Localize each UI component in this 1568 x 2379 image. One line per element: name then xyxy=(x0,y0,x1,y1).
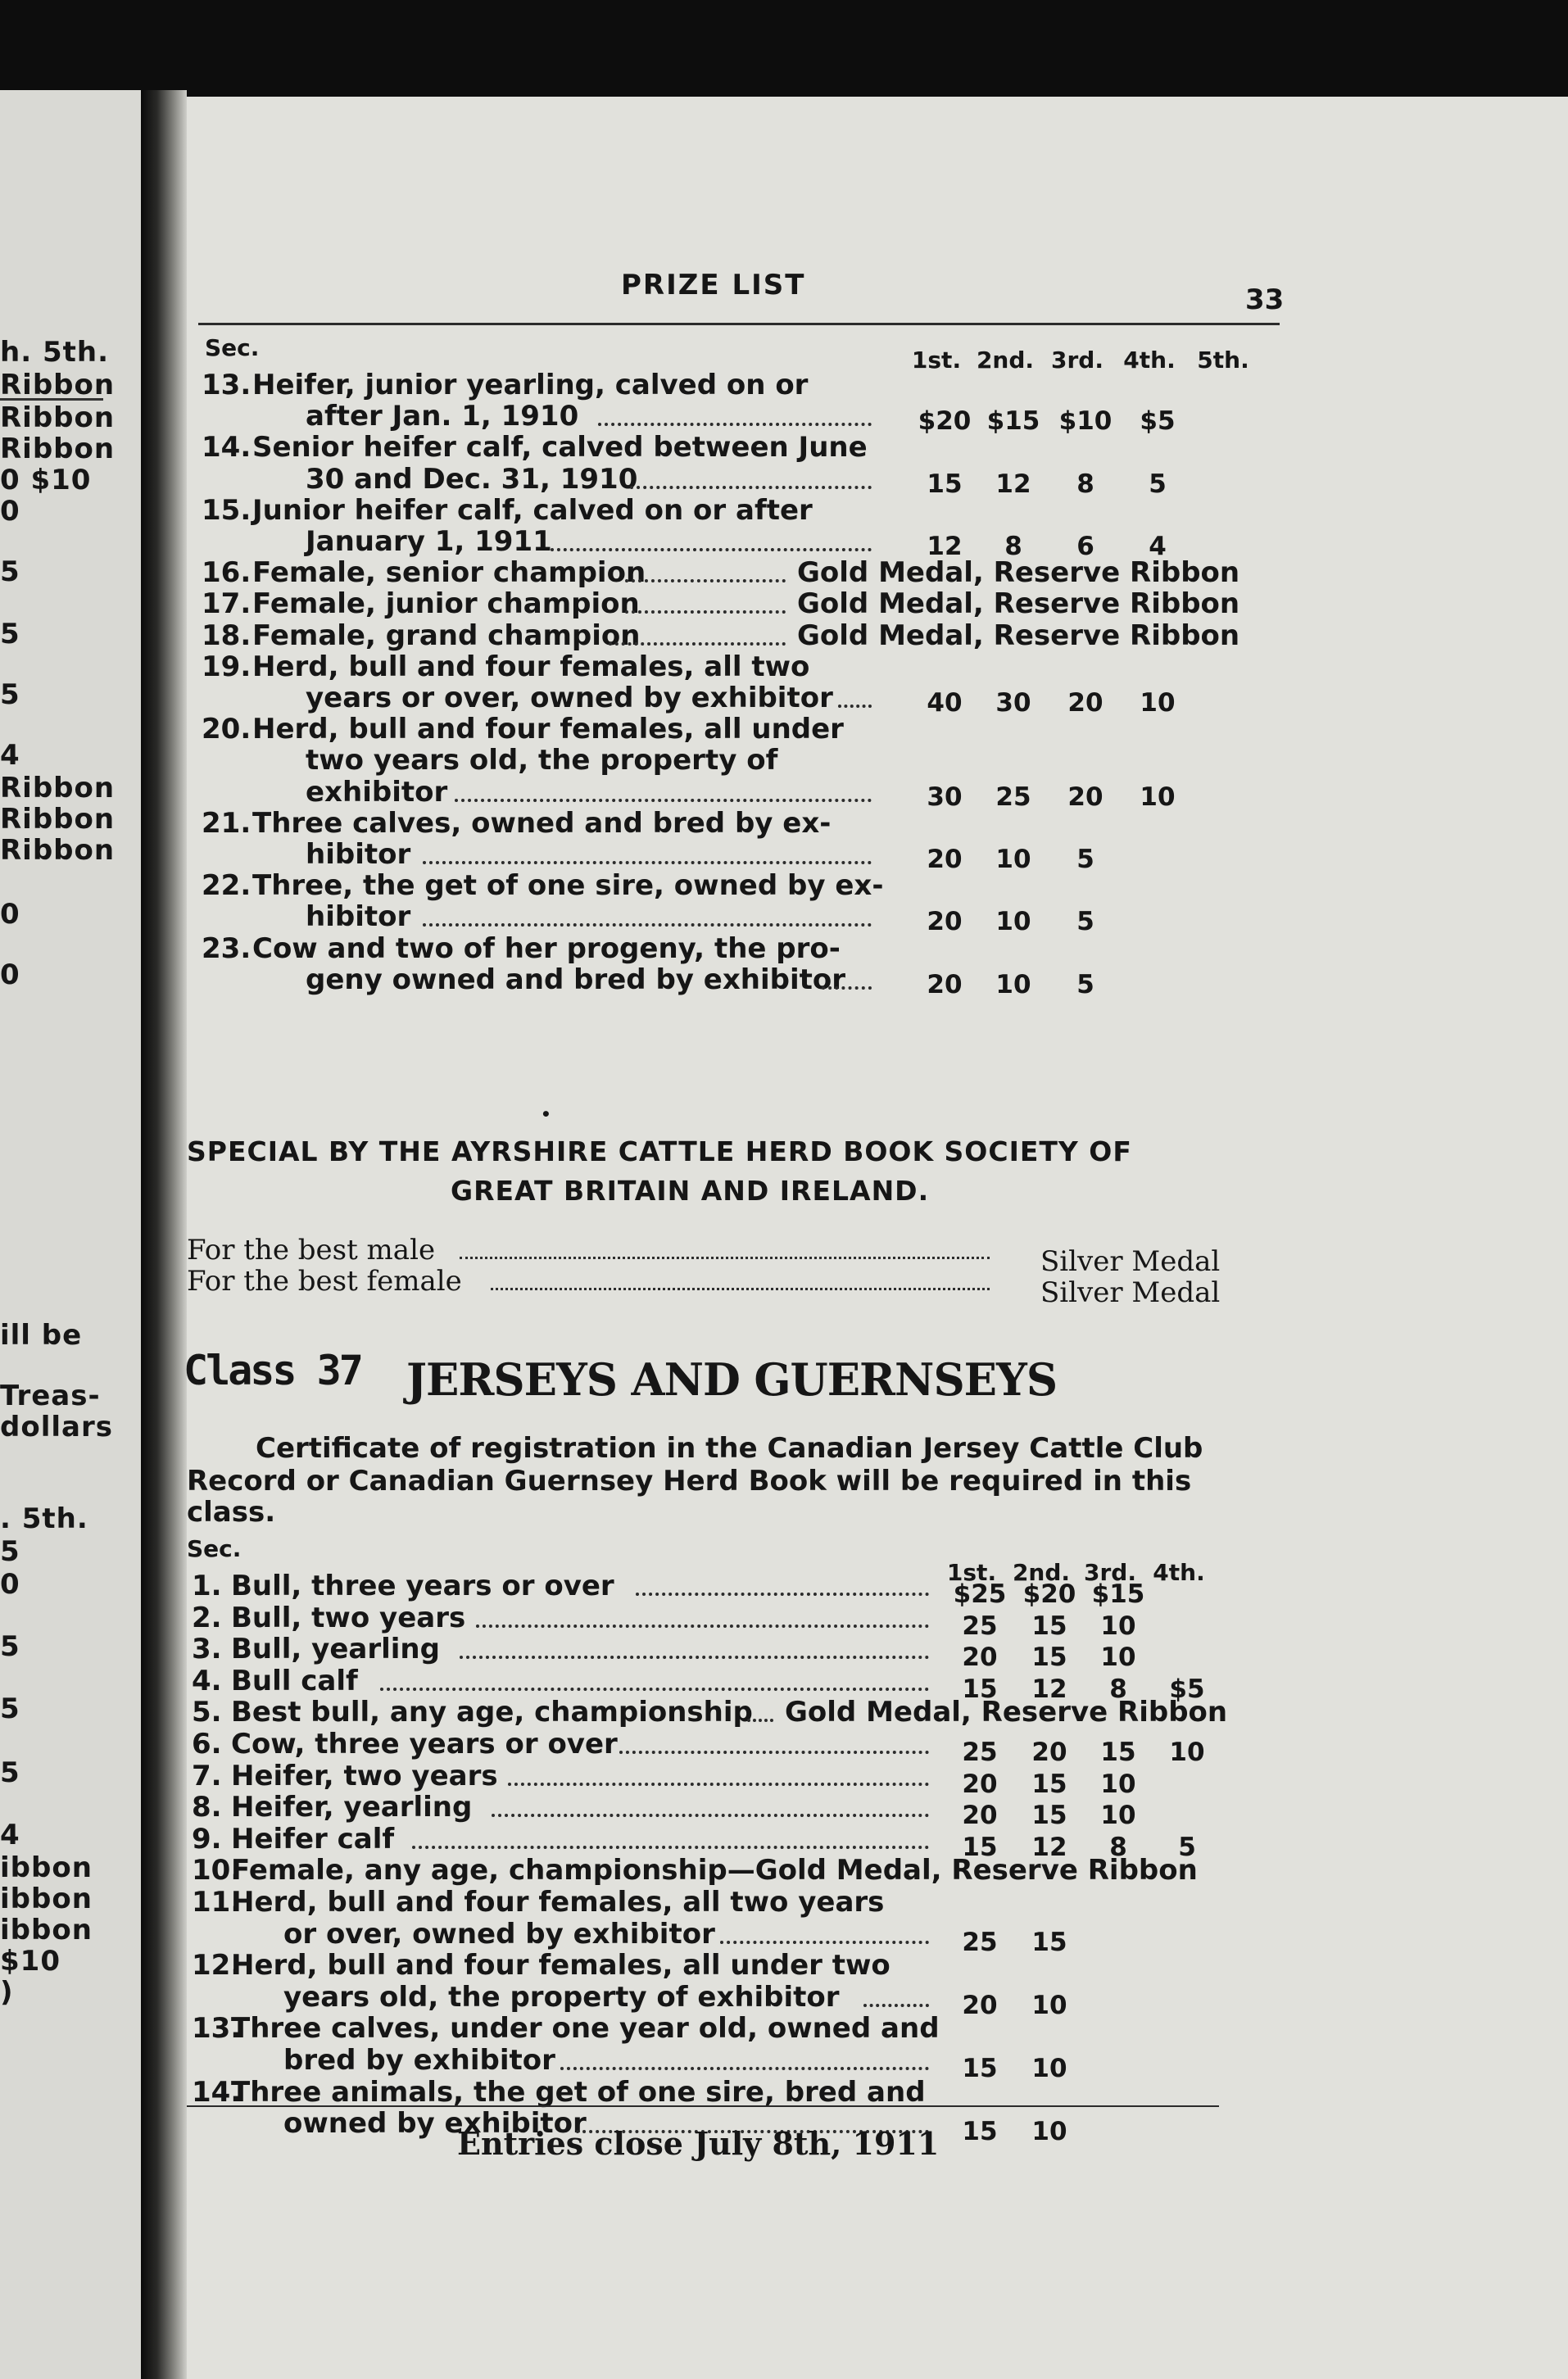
prize-amount: 20 xyxy=(1031,1738,1067,1767)
prize-amount: 20 xyxy=(927,907,963,937)
special-award: Silver Medal xyxy=(1040,1276,1221,1309)
entry-description: Female, junior champion xyxy=(252,587,640,621)
prize-amount: 10 xyxy=(995,845,1031,874)
entry-description: Cow, three years or over xyxy=(231,1728,618,1760)
entry-description: Best bull, any age, championship xyxy=(231,1696,753,1729)
dotted-leader xyxy=(619,1751,929,1754)
header-rule xyxy=(198,323,1280,325)
entry-number: 12. xyxy=(192,1949,242,1982)
dotted-leader xyxy=(551,548,872,551)
prize-amount: 12 xyxy=(1031,1832,1067,1862)
prize-amount: $10 xyxy=(1058,406,1113,437)
prize-amount: 10 xyxy=(1100,1611,1136,1641)
fragment: ) xyxy=(0,1976,14,2009)
page-title: PRIZE LIST xyxy=(621,269,806,301)
fragment: 5 xyxy=(0,678,20,711)
entry-number: 3. xyxy=(192,1633,222,1666)
prize-amount: 5 xyxy=(1149,469,1167,499)
prize-amount: 12 xyxy=(1031,1674,1067,1704)
entry-number: 21. xyxy=(202,806,252,840)
prize-column-header: 3rd. xyxy=(1084,1559,1136,1586)
entry-description: exhibitor xyxy=(306,775,448,809)
prize-amount: $5 xyxy=(1140,406,1176,437)
prize-amount: 15 xyxy=(962,1674,998,1704)
prize-amount: 15 xyxy=(1031,1643,1067,1673)
dotted-leader xyxy=(476,1625,930,1628)
class-note-line2: Record or Canadian Guernsey Herd Book will be required in this xyxy=(187,1465,1192,1498)
fragment: ibbon xyxy=(0,1883,93,1915)
dotted-leader xyxy=(625,610,786,614)
prize-amount: 10 xyxy=(1031,2054,1067,2083)
entry-number: 15. xyxy=(202,493,252,527)
entry-description: Bull, three years or over xyxy=(231,1570,614,1602)
fragment: 0 $10 xyxy=(0,464,92,496)
fragment: . 5th. xyxy=(0,1502,88,1535)
fragment: dollars xyxy=(0,1411,113,1443)
entry-number: 8. xyxy=(192,1791,222,1824)
award-text: Gold Medal, Reserve Ribbon xyxy=(797,619,1240,652)
prize-amount: 25 xyxy=(962,1738,998,1767)
fragment: Ribbon xyxy=(0,772,116,804)
entry-description: after Jan. 1, 1910 xyxy=(306,400,579,433)
entry-description: bred by exhibitor xyxy=(283,2044,555,2077)
dotted-leader xyxy=(560,2067,930,2070)
entry-number: 17. xyxy=(202,587,252,621)
entry-description: Cow and two of her progeny, the pro- xyxy=(252,931,841,965)
prize-amount: 15 xyxy=(962,2117,998,2147)
dotted-leader xyxy=(455,799,872,802)
dotted-leader xyxy=(380,1688,930,1691)
prize-amount: 8 xyxy=(1004,532,1022,561)
prize-amount: 10 xyxy=(1100,1801,1136,1831)
prize-amount: 10 xyxy=(1031,1990,1067,2020)
book-gutter-shadow xyxy=(141,90,187,2379)
dotted-leader xyxy=(508,1783,930,1786)
prize-amount: 20 xyxy=(962,1769,998,1799)
fragment: Treas- xyxy=(0,1380,101,1412)
prize-amount: 20 xyxy=(962,1643,998,1673)
prize-amount: 25 xyxy=(995,782,1031,812)
entry-number: 20. xyxy=(202,713,252,746)
prize-amount: $20 xyxy=(918,406,972,437)
prize-amount: 10 xyxy=(995,969,1031,999)
entry-description: Three animals, the get of one sire, bred and xyxy=(231,2075,926,2109)
footer-rule xyxy=(187,2105,1219,2107)
prize-amount: 12 xyxy=(927,532,963,561)
award-text: Gold Medal, Reserve Ribbon xyxy=(785,1696,1228,1729)
dotted-leader xyxy=(863,2004,929,2007)
prize-amount: 12 xyxy=(995,469,1031,499)
entry-number: 7. xyxy=(192,1759,222,1792)
entry-description: Three calves, owned and bred by ex- xyxy=(252,806,832,840)
prize-amount: 10 xyxy=(1031,2117,1067,2147)
prize-amount: 15 xyxy=(927,469,963,499)
entry-number: 19. xyxy=(202,650,252,683)
prize-amount: 10 xyxy=(1100,1769,1136,1799)
entry-number: 4. xyxy=(192,1664,222,1697)
fragment: Ribbon xyxy=(0,401,116,434)
fragment: ibbon xyxy=(0,1851,93,1884)
dotted-leader xyxy=(423,861,872,864)
entry-description: or over, owned by exhibitor xyxy=(283,1917,715,1951)
prize-amount: 30 xyxy=(995,688,1031,718)
prize-column-header: 2nd. xyxy=(1012,1559,1071,1586)
entry-description: Bull, two years xyxy=(231,1601,466,1634)
prize-amount: 25 xyxy=(962,1927,998,1957)
fragment: 5 xyxy=(0,1535,20,1568)
special-award: Silver Medal xyxy=(1040,1245,1221,1278)
entry-number: 2. xyxy=(192,1601,222,1634)
fragment: 5 xyxy=(0,1756,20,1789)
prize-column-header: 4th. xyxy=(1153,1559,1205,1586)
entry-description: Herd, bull and four females, all two years xyxy=(231,1886,885,1919)
entry-number: 14. xyxy=(202,431,252,464)
class-note-line3: class. xyxy=(187,1496,276,1529)
entry-description: Herd, bull and four females, all under xyxy=(252,713,844,746)
prize-amount: 15 xyxy=(1031,1611,1067,1641)
prize-amount: 15 xyxy=(1031,1927,1067,1957)
entry-description: 30 and Dec. 31, 1910 xyxy=(306,462,638,496)
dotted-leader xyxy=(747,1719,773,1722)
entry-description: Herd, bull and four females, all under two xyxy=(231,1949,890,1982)
prize-amount: 5 xyxy=(1076,907,1094,937)
fragment: Ribbon xyxy=(0,369,116,401)
prize-amount: 20 xyxy=(927,845,963,874)
entry-description: Heifer calf xyxy=(231,1822,395,1856)
fragment: 5 xyxy=(0,1692,20,1725)
dotted-leader xyxy=(412,1846,930,1849)
entry-description: Heifer, yearling xyxy=(231,1791,473,1824)
entry-number: 18. xyxy=(202,619,252,652)
entry-description: hibitor xyxy=(306,900,411,934)
fragment: ibbon xyxy=(0,1914,93,1946)
entry-number: 16. xyxy=(202,556,252,590)
special-heading-line2: GREAT BRITAIN AND IRELAND. xyxy=(451,1175,930,1207)
fragment: 0 xyxy=(0,958,20,991)
special-label: For the best female xyxy=(187,1265,462,1298)
award-text: Gold Medal, Reserve Ribbon xyxy=(797,556,1240,590)
prize-amount: $20 xyxy=(1022,1579,1076,1609)
entry-number: 10. xyxy=(192,1854,242,1887)
entry-description: Female, senior champion xyxy=(252,556,646,590)
prize-column-header: 4th. xyxy=(1123,347,1176,374)
entry-description: two years old, the property of xyxy=(306,744,778,777)
prize-amount: $15 xyxy=(1091,1579,1145,1609)
entry-description: Heifer, two years xyxy=(231,1759,498,1792)
dotted-leader xyxy=(838,705,872,708)
dotted-leader xyxy=(423,923,872,927)
page-number: 33 xyxy=(1245,283,1285,316)
prize-list-page xyxy=(184,97,1568,2379)
prize-amount: 10 xyxy=(1140,782,1176,812)
special-marker: • xyxy=(541,1104,551,1124)
dotted-leader xyxy=(460,1257,990,1259)
fragment: Ribbon xyxy=(0,433,116,465)
award-text: Gold Medal, Reserve Ribbon xyxy=(797,587,1240,621)
dotted-leader xyxy=(636,1593,930,1596)
fragment: 0 xyxy=(0,898,20,931)
prize-amount: 15 xyxy=(962,2054,998,2083)
dotted-leader xyxy=(625,579,786,582)
prize-amount: 20 xyxy=(962,1990,998,2020)
dotted-leader xyxy=(609,642,786,646)
prize-column-header: 3rd. xyxy=(1051,347,1103,374)
prize-amount: 25 xyxy=(962,1611,998,1641)
fragment: 4 xyxy=(0,1819,20,1851)
special-heading-line1: SPECIAL BY THE AYRSHIRE CATTLE HERD BOOK SOCIETY OF xyxy=(187,1135,1132,1167)
prize-amount: 10 xyxy=(1140,688,1176,718)
prize-amount: 20 xyxy=(1067,688,1103,718)
prize-amount: 5 xyxy=(1178,1832,1196,1862)
entry-description: Heifer, junior yearling, calved on or xyxy=(252,369,809,401)
prize-amount: 20 xyxy=(927,969,963,999)
entry-number: 1. xyxy=(192,1570,222,1602)
fragment: 5 xyxy=(0,1630,20,1663)
entry-number: 6. xyxy=(192,1728,222,1760)
prize-amount: 10 xyxy=(995,907,1031,937)
prize-amount: 15 xyxy=(1031,1801,1067,1831)
sec-column-label: Sec. xyxy=(205,334,260,361)
fragment: 5 xyxy=(0,555,20,588)
entry-description: Bull, yearling xyxy=(231,1633,440,1666)
entry-number: 9. xyxy=(192,1822,222,1856)
prize-amount: 8 xyxy=(1109,1674,1127,1704)
prize-amount: 5 xyxy=(1076,845,1094,874)
prize-amount: 4 xyxy=(1149,532,1167,561)
class-title: JERSEYS AND GUERNSEYS xyxy=(406,1353,1058,1406)
prize-amount: 10 xyxy=(1169,1738,1205,1767)
previous-page-fragment xyxy=(0,90,141,2379)
prize-amount: 40 xyxy=(927,688,963,718)
fragment: 5 xyxy=(0,618,20,650)
prize-amount: $25 xyxy=(953,1579,1007,1609)
entry-description: Senior heifer calf, calved between June xyxy=(252,431,868,464)
entry-description: years or over, owned by exhibitor xyxy=(306,682,833,714)
prize-column-header: 1st. xyxy=(946,1559,997,1586)
prize-amount: 15 xyxy=(1031,1769,1067,1799)
fragment: Ribbon xyxy=(0,803,116,836)
entry-number: 14. xyxy=(192,2075,242,2109)
entry-number: 13. xyxy=(202,369,252,401)
dotted-leader xyxy=(491,1288,990,1290)
class-note-line1: Certificate of registration in the Canadian Jersey Cattle Club xyxy=(256,1432,1203,1465)
dotted-leader xyxy=(460,1656,929,1659)
prize-amount: $5 xyxy=(1169,1674,1205,1704)
entry-number: 13. xyxy=(192,2012,242,2046)
prize-amount: 20 xyxy=(1067,782,1103,812)
dotted-leader xyxy=(598,423,872,426)
fragment: 0 xyxy=(0,495,20,528)
prize-amount: 10 xyxy=(1100,1643,1136,1673)
entry-description: Female, grand champion xyxy=(252,619,641,652)
prize-amount: $15 xyxy=(986,406,1040,437)
class-label: Class 37 xyxy=(184,1347,361,1394)
dotted-leader xyxy=(492,1814,929,1817)
entries-close-notice: Entries close July 8th, 1911 xyxy=(457,2125,940,2162)
fragment: 0 xyxy=(0,1568,20,1601)
entry-description: Three, the get of one sire, owned by ex- xyxy=(252,869,884,903)
entry-description: owned by exhibitor xyxy=(283,2107,587,2141)
fragment: 4 xyxy=(0,739,20,772)
entry-description: Female, any age, championship—Gold Medal, Reserve Ribbon xyxy=(231,1854,1198,1887)
prize-amount: 6 xyxy=(1076,532,1094,561)
entry-description: geny owned and bred by exhibitor xyxy=(306,963,846,996)
fragment: ill be xyxy=(0,1319,83,1352)
prize-amount: 15 xyxy=(962,1832,998,1862)
entry-number: 5. xyxy=(192,1696,222,1729)
sec-column-label: Sec. xyxy=(187,1535,242,1562)
prize-column-header: 1st. xyxy=(911,347,962,374)
entry-description: hibitor xyxy=(306,838,411,871)
fragment: $10 xyxy=(0,1945,61,1978)
dotted-leader xyxy=(822,986,872,990)
special-label: For the best male xyxy=(187,1234,436,1267)
entry-number: 11. xyxy=(192,1886,242,1919)
entry-number: 22. xyxy=(202,869,252,903)
prize-amount: 5 xyxy=(1076,969,1094,999)
entry-description: Bull calf xyxy=(231,1664,358,1697)
dotted-leader xyxy=(720,1941,930,1944)
prize-amount: 15 xyxy=(1100,1738,1136,1767)
fragment: h. 5th. xyxy=(0,336,109,369)
entry-number: 23. xyxy=(202,931,252,965)
entry-description: January 1, 1911 xyxy=(306,525,552,558)
entry-description: Junior heifer calf, calved on or after xyxy=(252,493,813,527)
prize-column-header: 2nd. xyxy=(976,347,1035,374)
entry-description: Three calves, under one year old, owned and xyxy=(231,2012,940,2046)
fragment: Ribbon xyxy=(0,834,116,867)
entry-description: Herd, bull and four females, all two xyxy=(252,650,810,683)
prize-amount: 8 xyxy=(1109,1832,1127,1862)
entry-description: years old, the property of exhibitor xyxy=(283,1980,840,2014)
prize-amount: 30 xyxy=(927,782,963,812)
prize-amount: 8 xyxy=(1076,469,1094,499)
dotted-leader xyxy=(630,486,872,489)
prize-column-header: 5th. xyxy=(1197,347,1249,374)
prize-amount: 20 xyxy=(962,1801,998,1831)
